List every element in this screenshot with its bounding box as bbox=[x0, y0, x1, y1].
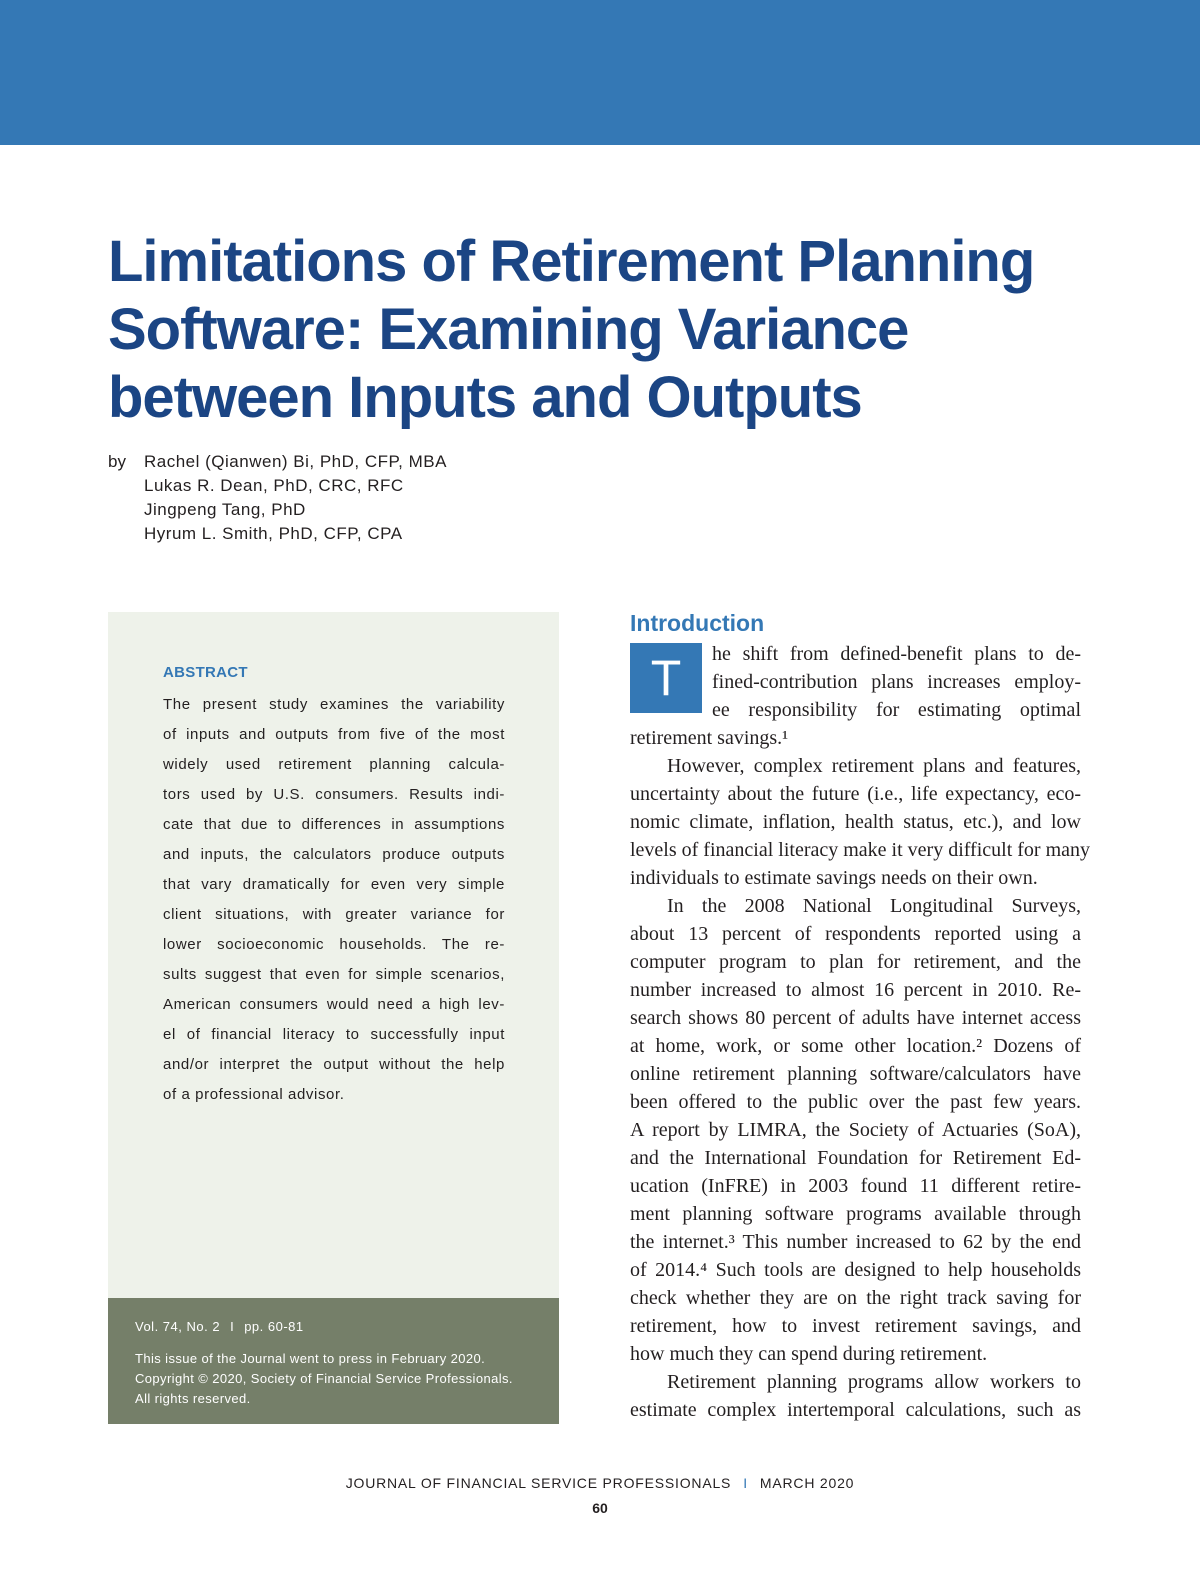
text-line: of 2014.⁴ Such tools are designed to help households bbox=[630, 1259, 1081, 1281]
text-line: check whether they are on the right track saving for bbox=[630, 1287, 1081, 1309]
text-line: he shift from defined-benefit plans to de- bbox=[712, 643, 1081, 665]
byline bbox=[108, 450, 447, 546]
text-line: retirement, how to invest retirement savings, and bbox=[630, 1315, 1081, 1337]
press-note bbox=[135, 1349, 513, 1409]
abstract-heading: ABSTRACT bbox=[163, 664, 248, 681]
text-line: However, complex retirement plans and features, bbox=[667, 755, 1081, 777]
text-line: uncertainty about the future (i.e., life expectancy, eco- bbox=[630, 783, 1081, 805]
running-footer bbox=[0, 1475, 1200, 1491]
abstract-line: lower socioeconomic households. The re- bbox=[163, 936, 505, 953]
text-line: individuals to estimate savings needs on their own. bbox=[630, 867, 1038, 889]
separator: I bbox=[230, 1319, 235, 1334]
text-line: In the 2008 National Longitudinal Surveys, bbox=[667, 895, 1081, 917]
text-line: A report by LIMRA, the Society of Actuaries (SoA), bbox=[630, 1119, 1081, 1141]
author: Rachel (Qianwen) Bi, PhD, CFP, MBA bbox=[144, 452, 447, 471]
author: Hyrum L. Smith, PhD, CFP, CPA bbox=[144, 524, 403, 543]
volume-line bbox=[135, 1319, 304, 1334]
text-line: ment planning software programs available through bbox=[630, 1203, 1081, 1225]
text-line: number increased to almost 16 percent in 2010. Re- bbox=[630, 979, 1081, 1001]
text-line: at home, work, or some other location.² Dozens of bbox=[630, 1035, 1081, 1057]
abstract-line: el of financial literacy to successfully input bbox=[163, 1026, 505, 1043]
text-line: and the International Foundation for Retirement Ed- bbox=[630, 1147, 1081, 1169]
text-line: search shows 80 percent of adults have internet access bbox=[630, 1007, 1081, 1029]
press-note-line: This issue of the Journal went to press in February 2020. bbox=[135, 1351, 486, 1366]
text-line: how much they can spend during retirement. bbox=[630, 1343, 988, 1365]
text-line: Retirement planning programs allow workers to bbox=[667, 1371, 1081, 1393]
text-line: ee responsibility for estimating optimal bbox=[712, 699, 1081, 721]
abstract-line: of a professional advisor. bbox=[163, 1086, 345, 1103]
footer-separator: I bbox=[743, 1475, 748, 1491]
volume-number: Vol. 74, No. 2 bbox=[135, 1319, 221, 1334]
section-heading-introduction: Introduction bbox=[630, 610, 765, 636]
abstract-line: sults suggest that even for simple scenarios, bbox=[163, 966, 505, 983]
abstract-line: and/or interpret the output without the help bbox=[163, 1056, 505, 1073]
text-line: computer program to plan for retirement, and the bbox=[630, 951, 1081, 973]
title-line: Limitations of Retirement Planning bbox=[108, 229, 1035, 294]
page-range: pp. 60-81 bbox=[244, 1319, 304, 1334]
press-note-line: Copyright © 2020, Society of Financial Service Professionals. bbox=[135, 1371, 513, 1386]
abstract-line: cate that due to differences in assumptions bbox=[163, 816, 505, 833]
abstract-line: that vary dramatically for even very simple bbox=[163, 876, 505, 893]
text-line: retirement savings.¹ bbox=[630, 727, 789, 749]
text-line: estimate complex intertemporal calculations, such as bbox=[630, 1399, 1081, 1421]
abstract-text bbox=[163, 690, 505, 1110]
header-band bbox=[0, 0, 1200, 145]
author-list bbox=[144, 450, 447, 546]
abstract-line: tors used by U.S. consumers. Results indi- bbox=[163, 786, 505, 803]
title-line: Software: Examining Variance bbox=[108, 297, 909, 362]
abstract-line: client situations, with greater variance for bbox=[163, 906, 505, 923]
abstract-line: and inputs, the calculators produce outputs bbox=[163, 846, 505, 863]
text-line: ucation (InFRE) in 2003 found 11 different retire- bbox=[630, 1175, 1081, 1197]
text-line: about 13 percent of respondents reported using a bbox=[630, 923, 1081, 945]
page-number: 60 bbox=[592, 1500, 608, 1516]
text-line: nomic climate, inflation, health status, etc.), and low bbox=[630, 811, 1081, 833]
abstract-line: American consumers would need a high lev- bbox=[163, 996, 505, 1013]
text-line: been offered to the public over the past few years. bbox=[630, 1091, 1081, 1113]
text-line: fined-contribution plans increases employ- bbox=[712, 671, 1081, 693]
article-title bbox=[108, 228, 1108, 432]
press-note-line: All rights reserved. bbox=[135, 1391, 251, 1406]
abstract-sidebar bbox=[108, 612, 559, 1424]
body-text bbox=[630, 640, 1091, 1424]
publication-info bbox=[108, 1298, 559, 1424]
text-line: the internet.³ This number increased to 62 by the end bbox=[630, 1231, 1081, 1253]
journal-name: JOURNAL OF FINANCIAL SERVICE PROFESSIONALS bbox=[345, 1475, 732, 1491]
abstract-line: widely used retirement planning calcula- bbox=[163, 756, 505, 773]
drop-cap: T bbox=[630, 643, 702, 713]
abstract-line: of inputs and outputs from five of the most bbox=[163, 726, 505, 743]
author: Jingpeng Tang, PhD bbox=[144, 500, 306, 519]
by-label: by bbox=[108, 452, 126, 471]
author: Lukas R. Dean, PhD, CRC, RFC bbox=[144, 476, 404, 495]
text-line: levels of financial literacy make it very difficult for many bbox=[630, 839, 1091, 861]
text-line: online retirement planning software/calculators have bbox=[630, 1063, 1081, 1085]
issue-date: MARCH 2020 bbox=[759, 1475, 855, 1491]
abstract-line: The present study examines the variability bbox=[163, 696, 505, 713]
title-line: between Inputs and Outputs bbox=[108, 365, 862, 430]
